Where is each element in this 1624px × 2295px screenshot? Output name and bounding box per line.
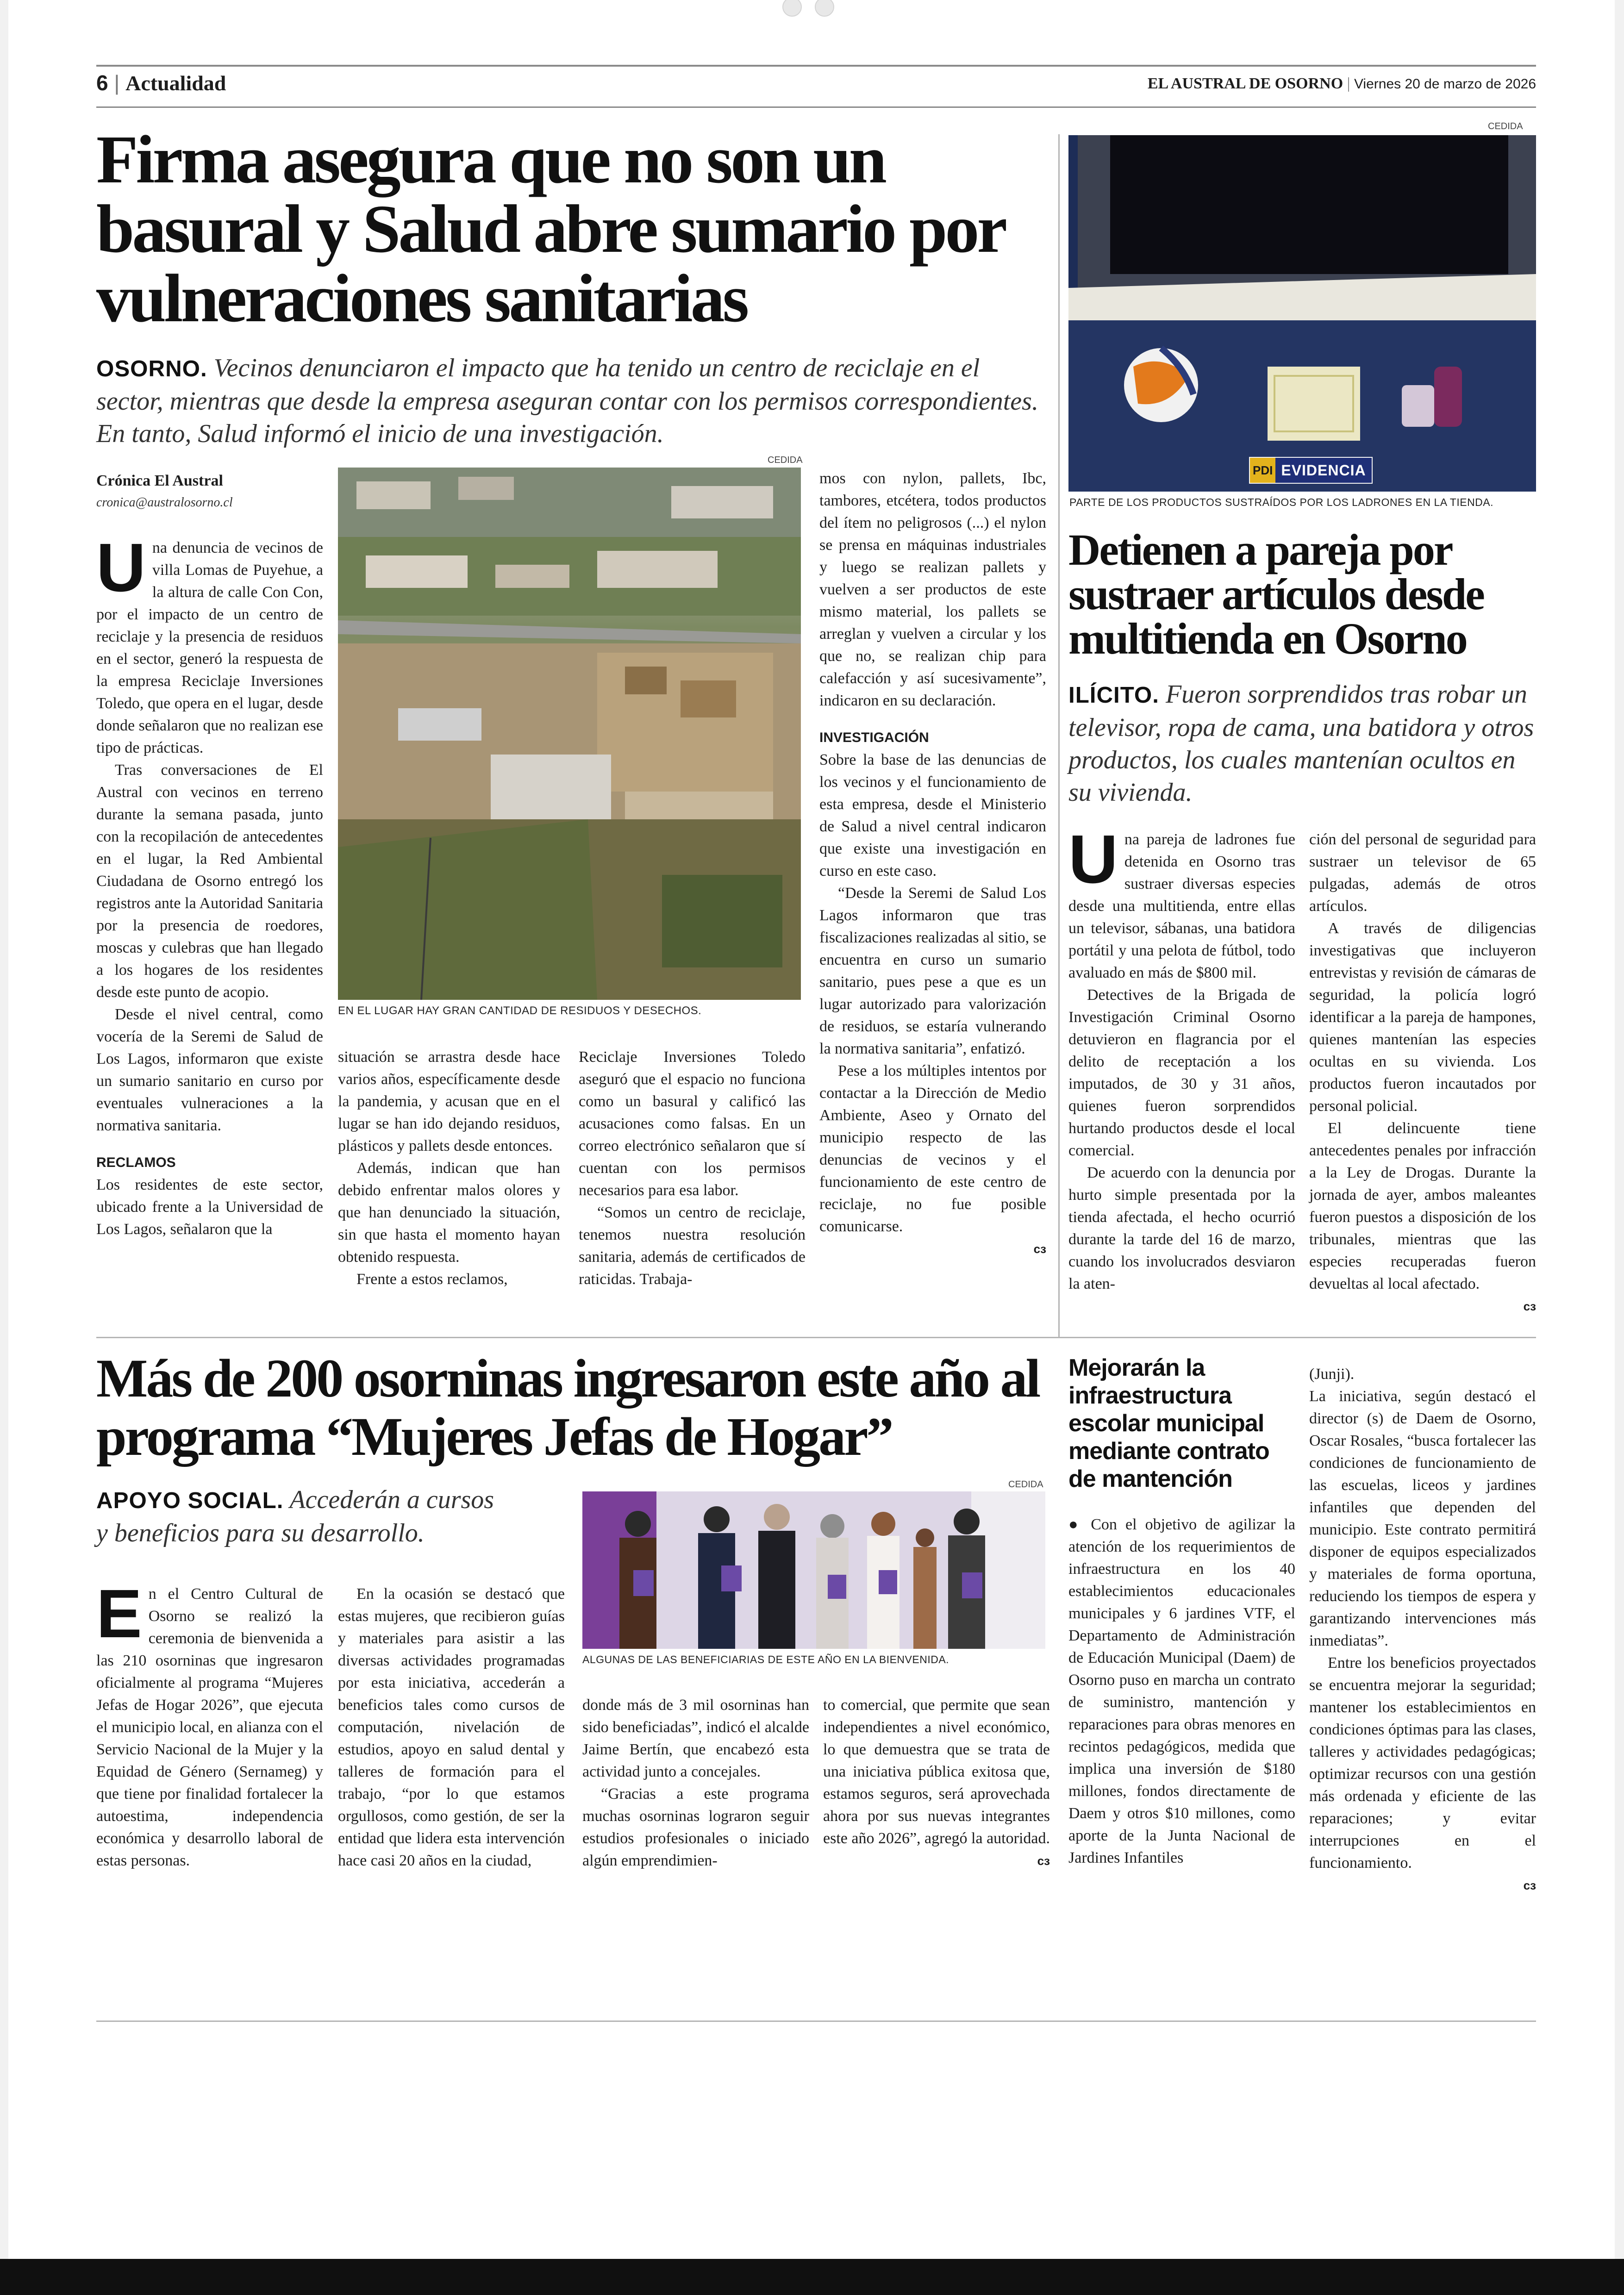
paragraph: na denuncia de vecinos de villa Lomas de Puyehue, a la altura de calle Con Con, por el impacto de un centro de reciclaje y la presencia de residuos en el sector, generó la respuesta de la empresa Reciclaje Inversiones Toledo, que opera en el lugar, desde donde señalaron que no realizan ese tipo de prácticas. — [96, 539, 323, 756]
photo-caption: ALGUNAS DE LAS BENEFICIARIAS DE ESTE AÑO EN LA BIENVENIDA. — [582, 1653, 949, 1665]
paragraph: El delincuente tiene antecedentes penales por infracción a la Ley de Drogas. Durante la jornada de ayer, ambos maleantes fueron puestos a disposición de los tribunales, mientras que las especies recuperadas fueron devueltas al local afectado. — [1309, 1120, 1536, 1292]
drop-cap: E — [96, 1576, 142, 1652]
paragraph: Pese a los múltiples intentos por contactar a la Dirección de Medio Ambiente, Aseo y Ornato del municipio respecto de las denuncias de vecinos y el funcionamiento de este centro de reciclaje, no fue posible comunicarse. — [819, 1062, 1046, 1235]
paragraph: (Junji). — [1309, 1366, 1355, 1383]
paragraph: to comercial, que permite que sean independientes a nivel económico, lo que demuestra que se trata de una iniciativa pública exitosa que, estamos seguros, será aprovechada ahora por sus nuevas integrantes este año 2026”, agregó la autoridad. — [823, 1696, 1050, 1847]
dek-tag: OSORNO. — [96, 356, 207, 381]
story-column-4 — [819, 468, 1046, 1260]
issue-date: Viernes 20 de marzo de 2026 — [1354, 76, 1536, 92]
top-rule — [96, 65, 1536, 67]
page-number: 6 — [96, 71, 108, 95]
story-column-1 — [96, 1576, 323, 1872]
story-column-1 — [1068, 821, 1295, 1295]
bullet: ● — [1068, 1516, 1091, 1533]
photo-credit: CEDIDA — [1008, 1479, 1043, 1490]
paragraph: Además, indican que han debido enfrentar malos olores y que han denunciado la situación, sin que hasta el momento hayan obtenido respuesta. — [338, 1160, 560, 1266]
viewer-bottom-bar — [0, 2259, 1624, 2295]
aerial-photo-drawing — [338, 468, 801, 1000]
paragraph: Detectives de la Brigada de Investigación Criminal Osorno detuvieron en flagrancia por el delito de receptación a los imputados, de 30 y 31 años, quienes fueron sorprendidos hurtando productos desde el local comercial. — [1068, 986, 1295, 1159]
page-header-left: 6 | Actualidad — [96, 71, 226, 95]
headline: Firma asegura que no son un basural y Salud abre sumario por vulneraciones sanitarias — [96, 122, 1004, 337]
dek — [96, 352, 1045, 450]
story-column-2 — [338, 1583, 565, 1872]
paragraph: situación se arrastra desde hace varios años, específicamente desde la pandemia, y acusan que en el lugar se han ido dejando residuos, plásticos y pallets desde entonces. — [338, 1048, 560, 1154]
section-rule — [96, 1337, 1536, 1338]
evidence-photo-drawing — [1068, 135, 1536, 492]
paragraph: ción del personal de seguridad para sustraer un televisor de 65 pulgadas, además de otros artículos. — [1309, 831, 1536, 915]
publication-name: EL AUSTRAL DE OSORNO — [1147, 75, 1343, 92]
dek — [1068, 678, 1536, 809]
paragraph: Entre los beneficios proyectados se encuentra mejorar la seguridad; mantener los establecimientos en condiciones óptimas para las clases, talleres y actividades pedagógicas; optimizar recursos con una gestión más ordenada y eficiente de las reparaciones; y evitar interrupciones en el funcionamiento. — [1309, 1654, 1537, 1871]
page-dot[interactable] — [815, 0, 834, 17]
drop-cap: U — [1068, 821, 1118, 898]
paragraph-text: Con el objetivo de agilizar la atención de los requerimientos de infraestructura en los 40 establecimientos educacionales municipales y 6 jardines VTF, el Departamento de Administración de Educación Municipal (Daem) de Osorno puso en marcha un contrato de suministro, mantención y reparaciones para obras menores en recintos pedagógicos, medida que implica una inversión de $180 millones, fondos directamente de Daem y otros $10 millones, como aporte de la Junta Nacional de Jardines Infantiles — [1068, 1516, 1295, 1866]
evidence-label: EVIDENCIA — [1281, 461, 1366, 479]
byline-email: cronica@australosorno.cl — [96, 495, 233, 510]
aerial-photo — [338, 468, 801, 1000]
header-underline — [96, 106, 1536, 108]
paragraph: De acuerdo con la denuncia por hurto simple presentada por la tienda afectada, el hecho ocurrió durante la tarde del 16 de marzo, cuando los involucrados desviaron la aten- — [1068, 1164, 1295, 1292]
paragraph: Desde el nivel central, como vocería de la Seremi de Salud de Los Lagos, informaron que existe un sumario sanitario en curso por eventuales vulneraciones a la normativa sanitaria. — [96, 1006, 323, 1134]
byline: Crónica El Austral — [96, 472, 223, 489]
evidence-badge — [1249, 457, 1373, 484]
group-photo-drawing — [582, 1491, 1045, 1649]
paragraph: Reciclaje Inversiones Toledo aseguró que el espacio no funciona como un basural y calificó las acusaciones como falsas. En un correo electrónico señalaron que sí cuentan con los permisos necesarios para esa labor. — [579, 1048, 806, 1199]
group-photo — [582, 1491, 1045, 1649]
story-column-3 — [579, 1046, 806, 1291]
newspaper-page — [8, 0, 1615, 2259]
paragraph: Sobre la base de las denuncias de los vecinos y el funcionamiento de esta empresa, desde el Ministerio de Salud a nivel central indicaron que existe una investigación en curso en este caso. — [819, 751, 1046, 879]
drop-cap: U — [96, 530, 146, 606]
photo-credit: CEDIDA — [1488, 121, 1523, 131]
paragraph: Los residentes de este sector, ubicado frente a la Universidad de Los Lagos, señalaron que la — [96, 1176, 323, 1238]
headline: Detienen a pareja por sustraer artículos desde multitienda en Osorno — [1068, 525, 1484, 663]
section-name: Actualidad — [125, 71, 226, 95]
paragraph: donde más de 3 mil osorninas han sido beneficiadas”, indicó el alcalde Jaime Bertín, que encabezó esta actividad junto a concejales. — [582, 1696, 809, 1780]
paragraph: Tras conversaciones de El Austral con vecinos en terreno durante la semana pasada, junto con la recopilación de antecedentes en el lugar, la Red Ambiental Ciudadana de Osorno entregó los registros ante la Autoridad Sanitaria por la presencia de roedores, moscas y culebras que han llegado a los hogares de los residentes desde este punto de acopio. — [96, 761, 323, 1001]
paragraph: na pareja de ladrones fue detenida en Osorno tras sustraer diversas especies desde una multitienda, entre ellas un televisor, sábanas, una batidora portátil y una pelota de fútbol, todo avaluado en más de $800 mil. — [1068, 831, 1295, 981]
paragraph: “Desde la Seremi de Salud Los Lagos informaron que tras fiscalizaciones realizadas al sitio, se encuentra en curso un sumario sanitario, pues pese a que es un lugar autorizado para valorización de residuos, se estaría vulnerando la normativa sanitaria”, enfatizó. — [819, 885, 1046, 1057]
dek-tag: APOYO SOCIAL. — [96, 1488, 284, 1513]
paragraph: n el Centro Cultural de Osorno se realizó la ceremonia de bienvenida a las 210 osorninas que ingresaron oficialmente al programa “Mujeres Jefas de Hogar 2026”, que ejecuta el municipio local, en alianza con el Servicio Nacional de la Mujer y la Equidad de Género (Sernameg) y que tiene por finalidad fortalecer la autoestima, independencia económica y desarrollo laboral de estas personas. — [96, 1585, 323, 1869]
story-column-1 — [96, 530, 323, 1241]
dek-tag: ILÍCITO. — [1068, 682, 1159, 708]
paragraph: La iniciativa, según destacó el director (s) de Daem de Osorno, Oscar Rosales, “busca fortalecer las condiciones de funcionamiento de las escuelas, liceos y jardines infantiles que dependen del municipio. Este contrato permitirá disponer de equipos especializados y materiales de forma oportuna, reduciendo los tiempos de espera y garantizando intervenciones más inmediatas”. — [1309, 1388, 1536, 1649]
paragraph: A través de diligencias investigativas que incluyeron entrevistas y revisión de cámaras de seguridad, la policía logró identificar a la pareja de hampones, quienes mantenían las especies ocultas en su vivienda. Los productos fueron incautados por personal policial. — [1309, 920, 1536, 1115]
dek — [96, 1484, 504, 1549]
story-column-3 — [582, 1694, 809, 1872]
headline: Mejorarán la infraestructura escolar municipal mediante contrato de mantención — [1068, 1354, 1269, 1492]
headline: Más de 200 osorninas ingresaron este año al programa “Mujeres Jefas de Hogar” — [96, 1348, 1039, 1467]
paragraph: mos con nylon, pallets, Ibc, tambores, etcétera, todos productos del ítem no peligrosos (...) el nylon se prensa en máquinas industriales y luego se realizan pallets y vuelven a ser productos de este mismo material, los pallets se arreglan y vuelven a circular y los que no, se realizan chip para calefacción y así sucesivamente”, indicaron en su declaración. — [819, 470, 1046, 709]
photo-caption: PARTE DE LOS PRODUCTOS SUSTRAÍDOS POR LOS LADRONES EN LA TIENDA. — [1069, 496, 1494, 508]
dek-text: Fueron sorprendidos tras robar un televisor, ropa de cama, una batidora y otros productos, los cuales mantenían ocultos en su vivienda. — [1068, 680, 1534, 807]
paragraph: “Gracias a este programa muchas osorninas lograron seguir estudios profesionales o iniciado algún emprendimien- — [582, 1785, 809, 1869]
photo-caption: EN EL LUGAR HAY GRAN CANTIDAD DE RESIDUOS Y DESECHOS. — [338, 1004, 702, 1017]
story-column-2 — [1309, 829, 1536, 1317]
bottom-rule — [96, 2021, 1536, 2022]
end-mark: cз — [1523, 1299, 1536, 1313]
page-dot[interactable] — [782, 0, 802, 17]
end-mark: cз — [1037, 1854, 1050, 1868]
subheading-reclamos: RECLAMOS — [96, 1155, 176, 1170]
end-mark: cз — [1523, 1878, 1536, 1892]
story-column-2 — [1309, 1363, 1536, 1896]
paragraph — [1068, 1514, 1295, 1869]
paragraph: Frente a estos reclamos, — [356, 1271, 508, 1288]
page-indicator — [782, 0, 843, 16]
dek-text: Accederán a cursos y beneficios para su desarrollo. — [96, 1485, 494, 1547]
photo-credit: CEDIDA — [768, 455, 803, 465]
dek-text: Vecinos denunciaron el impacto que ha tenido un centro de reciclaje en el sector, mientras que desde la empresa aseguran contar con los permisos correspondientes. En tanto, Salud informó el inicio de una investigación. — [96, 354, 1038, 448]
page-header-right: EL AUSTRAL DE OSORNO | Viernes 20 de marzo de 2026 — [1147, 75, 1536, 92]
paragraph: “Somos un centro de reciclaje, tenemos nuestra resolución sanitaria, además de certificados de raticidas. Trabaja- — [579, 1204, 806, 1288]
story-column-2 — [338, 1046, 560, 1291]
subheading-investigacion: INVESTIGACIÓN — [819, 730, 929, 745]
pdi-logo: PDI — [1250, 458, 1275, 483]
paragraph: En la ocasión se destacó que estas mujeres, que recibieron guías y materiales para asistir a las diversas actividades programadas por esta iniciativa, accederán a beneficios tales como cursos de computación, nivelación de estudios, apoyo en salud dental y talleres de formación para el trabajo, “por lo que estamos orgullosos, como gestión, de ser la entidad que lidera esta intervención hace casi 20 años en la ciudad, — [338, 1585, 565, 1869]
end-mark: cз — [1033, 1242, 1046, 1256]
story-column-4 — [823, 1694, 1050, 1872]
story-column-1 — [1068, 1514, 1295, 1869]
column-divider — [1058, 134, 1060, 1338]
evidence-photo — [1068, 135, 1536, 492]
